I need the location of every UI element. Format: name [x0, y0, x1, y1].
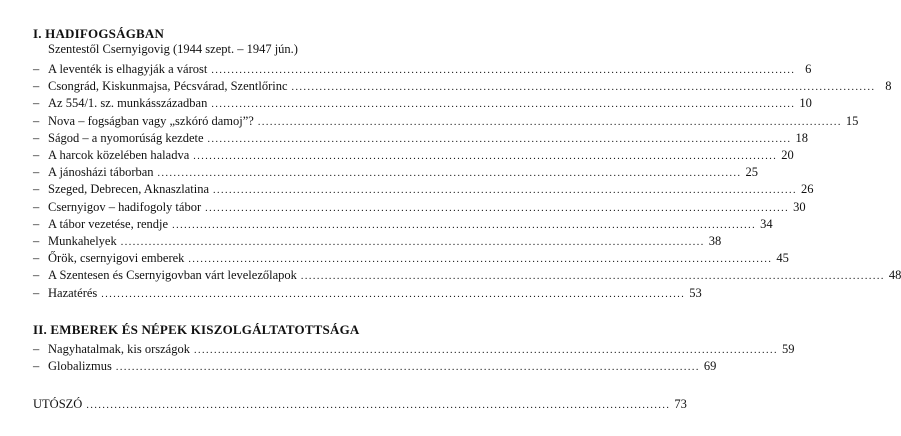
dot-leader: ..................................................................................................................................................: [115, 362, 700, 373]
page-number: 30: [793, 199, 806, 214]
entry-dash: –: [33, 251, 40, 266]
dot-leader: ..................................................................................................................................................: [300, 271, 885, 283]
toc-entry: [33, 216, 773, 232]
page-number: 15: [845, 113, 859, 128]
entry-title: Csongrád, Kiskunmajsa, Pécsvárad, Szentlőrinc: [48, 79, 288, 94]
dot-leader: ..................................................................................................................................................: [86, 400, 671, 411]
part-1-subtitle: Szentestől Csernyigovig (1944 szept. – 1947 jún.): [48, 42, 298, 56]
entry-title: Csernyigov – hadifogoly tábor: [48, 199, 202, 214]
entry-title: Őrök, csernyigovi emberek: [48, 251, 185, 266]
toc-entry: [33, 342, 795, 357]
toc-entry: [33, 113, 859, 129]
dot-leader: ..................................................................................................................................................: [193, 151, 778, 162]
dot-leader: ..................................................................................................................................................: [257, 116, 842, 128]
epilogue-entry: [33, 397, 687, 412]
page-number: 59: [781, 342, 795, 356]
toc-entry: [33, 79, 892, 94]
page-number: 8: [885, 79, 892, 94]
entry-title: A leventék is elhagyják a várost: [48, 62, 208, 76]
toc-entry: [33, 130, 809, 146]
entry-title: Ságod – a nyomorúság kezdete: [48, 130, 204, 145]
entry-dash: –: [33, 359, 40, 373]
entry-dash: –: [33, 342, 40, 356]
entry-dash: –: [33, 165, 40, 180]
entry-dash: –: [33, 216, 40, 231]
page-number: 20: [781, 148, 794, 162]
entry-title: Munkahelyek: [48, 234, 117, 248]
entry-dash: –: [33, 182, 40, 197]
dot-leader: ..................................................................................................................................................: [291, 82, 876, 94]
entry-dash: –: [33, 96, 40, 111]
page-number: 25: [745, 165, 759, 180]
toc-entry: [33, 182, 814, 197]
entry-title: Nova – fogságban vagy „szkóró damoj”?: [48, 113, 254, 128]
entry-dash: –: [33, 113, 40, 128]
entry-title: A jánosházi táborban: [48, 165, 154, 180]
page-number: 45: [776, 251, 789, 266]
dot-leader: ..................................................................................................................................................: [211, 65, 796, 76]
page-number: 48: [888, 268, 901, 283]
entry-dash: –: [33, 79, 40, 94]
entry-title: UTÓSZÓ: [33, 397, 83, 411]
dot-leader: ..................................................................................................................................................: [172, 219, 757, 231]
toc-entry: [33, 251, 789, 266]
dot-leader: ..................................................................................................................................................: [120, 237, 705, 248]
dot-leader: ..................................................................................................................................................: [213, 185, 798, 197]
toc-entry: [33, 234, 722, 249]
entry-title: Az 554/1. sz. munkásszázadban: [48, 96, 208, 111]
toc-entry: [33, 359, 717, 374]
page-number: 73: [674, 397, 687, 411]
toc-entry: [33, 285, 702, 301]
part-2-title: II. EMBEREK ÉS NÉPEK KISZOLGÁLTATOTTSÁGA: [33, 322, 360, 337]
toc-entry: [33, 165, 759, 180]
part-1-title: I. HADIFOGSÁGBAN: [33, 26, 165, 41]
page-number: 18: [795, 130, 809, 145]
entry-title: Globalizmus: [48, 359, 112, 373]
toc-entry: [33, 268, 901, 283]
dot-leader: ..................................................................................................................................................: [188, 254, 773, 266]
dot-leader: ..................................................................................................................................................: [157, 168, 742, 180]
toc-entry: [33, 62, 812, 77]
toc-entry: [33, 199, 806, 215]
page-number: 10: [799, 96, 812, 111]
entry-dash: –: [33, 199, 40, 214]
entry-dash: –: [33, 285, 40, 300]
entry-dash: –: [33, 148, 40, 162]
entry-title: A harcok közelében haladva: [48, 148, 190, 162]
entry-title: Hazatérés: [48, 285, 98, 300]
entry-title: A Szentesen és Csernyigovban várt levelezőlapok: [48, 268, 297, 283]
dot-leader: ..................................................................................................................................................: [205, 202, 790, 214]
page-number: 34: [760, 216, 773, 231]
toc-entry: [33, 96, 812, 111]
toc-entry: [33, 148, 794, 163]
page-number: 53: [689, 285, 702, 300]
entry-title: A tábor vezetése, rendje: [48, 216, 169, 231]
entry-title: Szeged, Debrecen, Aknaszlatina: [48, 182, 210, 197]
page-number: 69: [703, 359, 717, 373]
dot-leader: ..................................................................................................................................................: [193, 345, 778, 356]
page-number: 26: [801, 182, 814, 197]
page-number: 6: [805, 62, 812, 76]
entry-dash: –: [33, 130, 40, 145]
page-number: 38: [708, 234, 722, 248]
dot-leader: ..................................................................................................................................................: [211, 99, 796, 111]
entry-dash: –: [33, 268, 40, 283]
dot-leader: ..................................................................................................................................................: [207, 133, 792, 145]
dot-leader: ..................................................................................................................................................: [101, 288, 686, 300]
entry-dash: –: [33, 234, 40, 248]
entry-dash: –: [33, 62, 40, 76]
entry-title: Nagyhatalmak, kis országok: [48, 342, 190, 356]
